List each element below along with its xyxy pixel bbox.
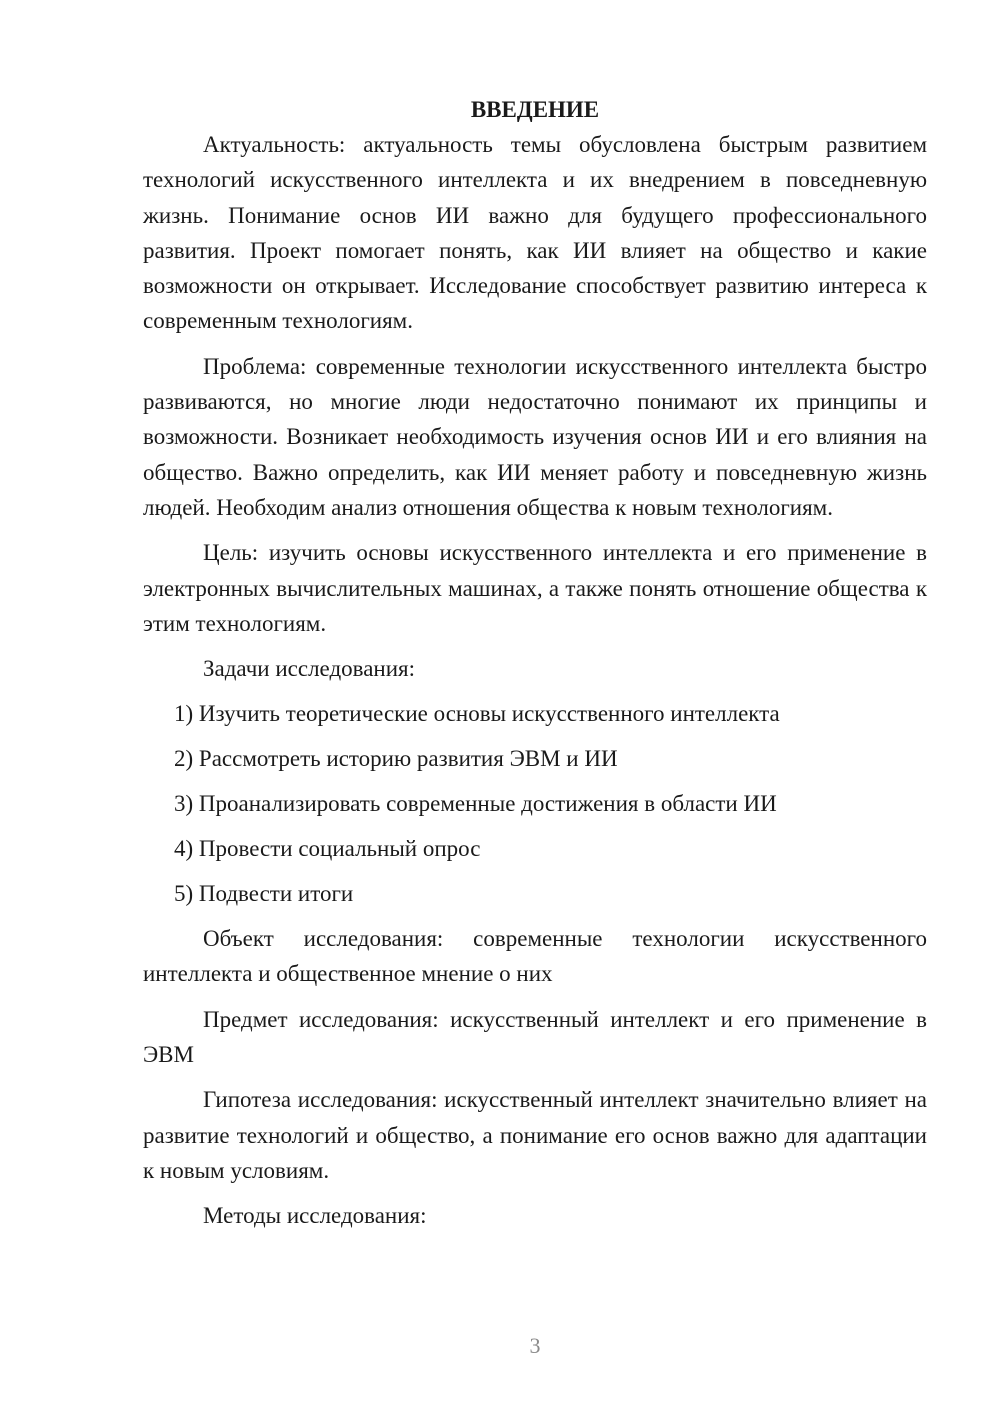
list-item: 1) Изучить теоретические основы искусственного интеллекта	[174, 701, 780, 727]
tasks-list	[143, 696, 927, 911]
document-page	[143, 92, 927, 1243]
list-item: 2) Рассмотреть историю развития ЭВМ и ИИ	[174, 746, 618, 772]
paragraph-problem: Проблема: современные технологии искусственного интеллекта быстро развиваются, но многие люди недостаточно понимают их принципы и возможности. Возникает необходимость изучения основ ИИ и его влияния на общество. Важно определить, как ИИ меняет работу и повседневную жизнь людей. Необходим анализ отношения общества к новым технологиям.	[143, 353, 927, 520]
paragraph-subject: Предмет исследования: искусственный интеллект и его применение в ЭВМ	[143, 1006, 927, 1068]
methods-heading: Методы исследования:	[203, 1203, 427, 1229]
paragraph-relevance: Актуальность: актуальность темы обусловлена быстрым развитием технологий искусственного интеллекта и их внедрением в повседневную жизнь. Понимание основ ИИ важно для будущего профессионального развития. Проект помогает понять, как ИИ влияет на общество и какие возможности он открывает. Исследование способствует развитию интереса к современным технологиям.	[143, 132, 927, 334]
list-item: 3) Проанализировать современные достижения в области ИИ	[174, 791, 777, 817]
paragraph-goal: Цель: изучить основы искусственного интеллекта и его применение в электронных вычислительных машинах, а также понять отношение общества к этим технологиям.	[143, 540, 927, 636]
paragraph-object: Объект исследования: современные технологии искусственного интеллекта и общественное мнение о них	[143, 926, 927, 987]
page-title: ВВЕДЕНИЕ	[470, 97, 600, 122]
paragraph-hypothesis: Гипотеза исследования: искусственный интеллект значительно влияет на развитие технологий и общество, а понимание его основ важно для адаптации к новым условиям.	[143, 1087, 927, 1183]
page-number: 3	[529, 1333, 541, 1358]
tasks-heading: Задачи исследования:	[203, 656, 416, 682]
list-item: 5) Подвести итоги	[174, 881, 354, 907]
list-item: 4) Провести социальный опрос	[174, 836, 481, 862]
